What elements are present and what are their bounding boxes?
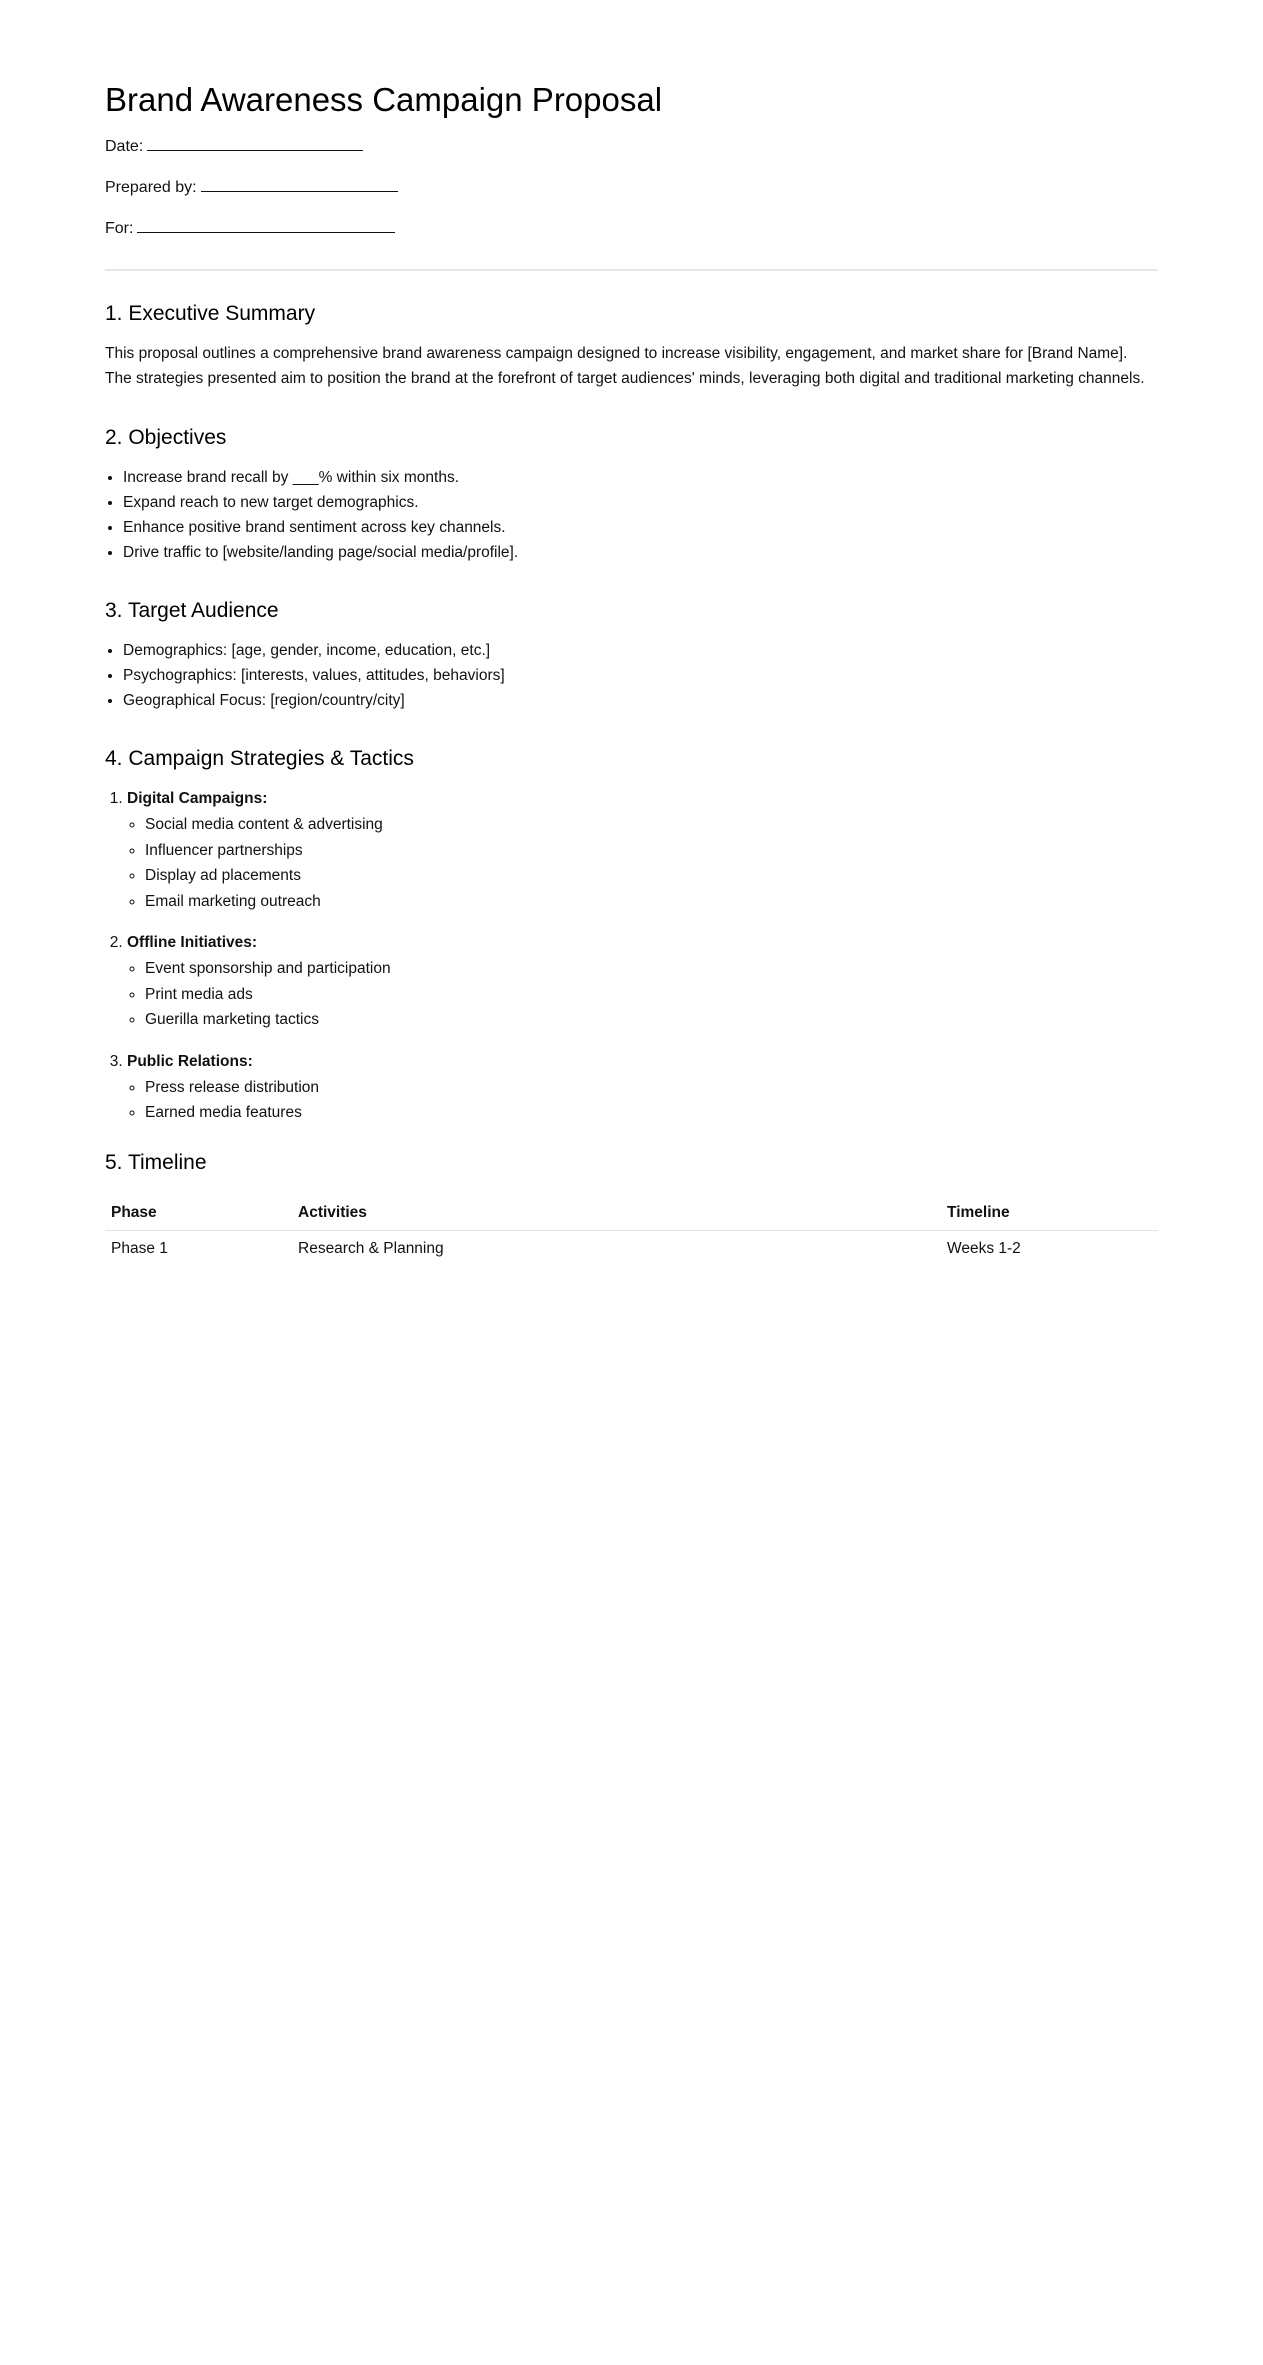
tactic-item: ◦ Print media ads [145, 982, 1158, 1008]
audience-item: • Demographics: [age, gender, income, education, etc.] [123, 638, 1158, 663]
strategy-tactics-list [127, 812, 1158, 914]
column-header-activities: Activities [292, 1196, 941, 1231]
date-line [105, 136, 1158, 158]
header-divider [105, 269, 1158, 271]
strategy-group-title: Digital Campaigns: [127, 790, 268, 807]
prepared-by-line [105, 177, 1158, 199]
tactic-item: ◦ Earned media features [145, 1100, 1158, 1126]
prepared-by-blank-line [201, 177, 398, 192]
timeline-heading: 5. Timeline [105, 1150, 207, 1174]
objective-item: • Expand reach to new target demographics. [123, 490, 1158, 515]
tactic-item: ◦ Display ad placements [145, 863, 1158, 889]
objectives-section [105, 425, 1158, 565]
strategy-group-digital [127, 786, 1158, 914]
objective-item: • Increase brand recall by ___% within six months. [123, 465, 1158, 490]
tactic-item: ◦ Social media content & advertising [145, 812, 1158, 838]
strategy-tactics-list [127, 956, 1158, 1033]
prepared-by-label: Prepared by: [105, 179, 197, 196]
for-label: For: [105, 220, 134, 237]
column-header-phase: Phase [105, 1196, 292, 1231]
objectives-heading: 2. Objectives [105, 426, 227, 449]
objectives-list [105, 465, 1158, 565]
tactic-item: ◦ Guerilla marketing tactics [145, 1007, 1158, 1033]
tactic-item: ◦ Event sponsorship and participation [145, 956, 1158, 982]
strategies-section [105, 746, 1158, 1126]
date-label: Date: [105, 138, 144, 155]
timeline-section [105, 1150, 1158, 1266]
audience-item: • Geographical Focus: [region/country/city] [123, 688, 1158, 713]
target-audience-list [105, 638, 1158, 713]
objective-item: • Enhance positive brand sentiment across key channels. [123, 515, 1158, 540]
strategy-group-title: Offline Initiatives: [127, 934, 258, 951]
table-cell-timeline: Weeks 1-2 [947, 1239, 1021, 1257]
executive-summary-text: This proposal outlines a comprehensive brand awareness campaign designed to increase visibility, engagement, and market share for [Brand Name]. The strategies presented aim to position the brand at the forefront of target audiences' minds, leveraging both digital and traditional marketing channels. [105, 345, 1145, 387]
for-line [105, 218, 1158, 240]
executive-summary-section [105, 301, 1158, 391]
strategies-list [105, 786, 1158, 1126]
proposal-document [105, 0, 1158, 1266]
tactic-item: ◦ Influencer partnerships [145, 838, 1158, 864]
tactic-item: ◦ Email marketing outreach [145, 889, 1158, 915]
objective-item: • Drive traffic to [website/landing page/social media/profile]. [123, 540, 1158, 565]
audience-item: • Psychographics: [interests, values, attitudes, behaviors] [123, 663, 1158, 688]
strategy-group-offline [127, 930, 1158, 1033]
document-title: Brand Awareness Campaign Proposal [105, 81, 663, 118]
target-audience-heading: 3. Target Audience [105, 599, 279, 622]
strategy-tactics-list [127, 1075, 1158, 1126]
tactic-item: ◦ Press release distribution [145, 1075, 1158, 1101]
table-cell-phase: Phase 1 [111, 1239, 168, 1257]
table-row [105, 1230, 1158, 1266]
strategy-group-pr [127, 1049, 1158, 1126]
table-cell-activities: Research & Planning [298, 1239, 444, 1257]
strategies-heading: 4. Campaign Strategies & Tactics [105, 747, 414, 770]
column-header-timeline: Timeline [941, 1196, 1158, 1231]
target-audience-section [105, 598, 1158, 713]
table-header-row [105, 1196, 1158, 1231]
timeline-table [105, 1196, 1158, 1266]
executive-summary-heading: 1. Executive Summary [105, 302, 316, 325]
date-blank-line [147, 136, 363, 151]
strategy-group-title: Public Relations: [127, 1052, 253, 1070]
for-blank-line [137, 218, 395, 233]
